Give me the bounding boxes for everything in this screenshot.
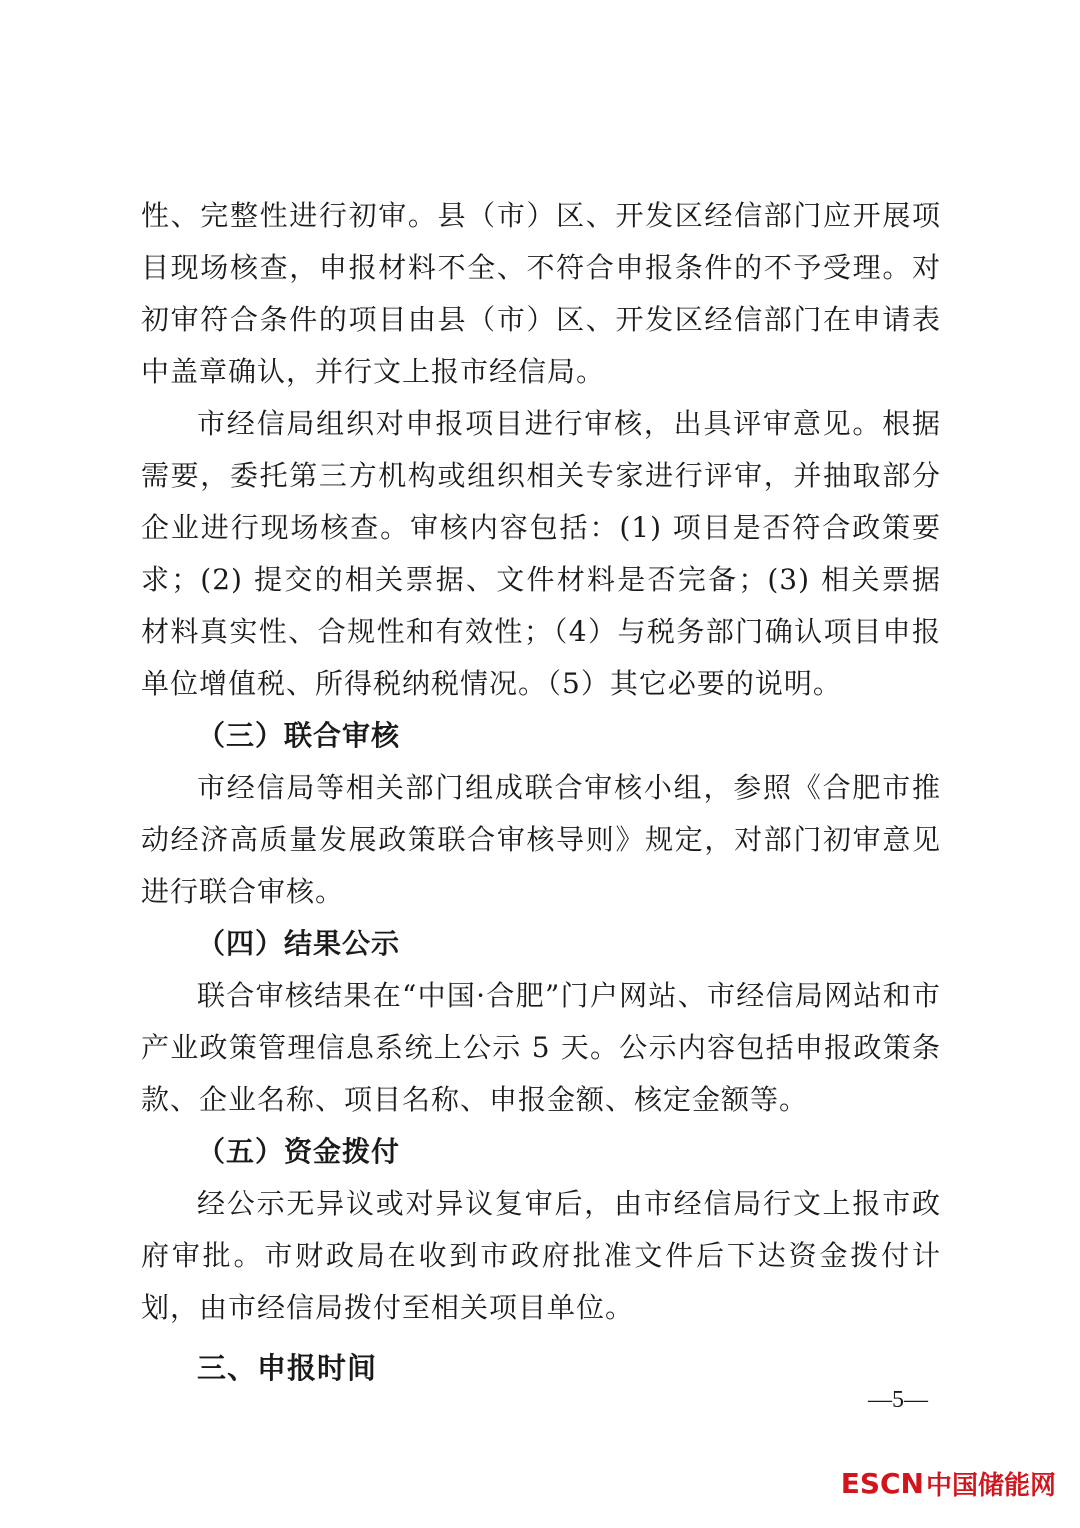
escn-watermark-logo [841, 1465, 1056, 1502]
paragraph-initial-review: 性、完整性进行初审。县（市）区、开发区经信部门应开展项目现场核查，申报材料不全、不符合申报条件的不予受理。对初审符合条件的项目由县（市）区、开发区经信部门在申请表中盖章确认，并行文上报市经信局。 [141, 199, 941, 388]
page-number: —5— [868, 1387, 928, 1413]
paragraph-joint-review: 市经信局等相关部门组成联合审核小组，参照《合肥市推动经济高质量发展政策联合审核导则》规定，对部门初审意见进行联合审核。 [141, 771, 941, 908]
section-heading-application-time: 三、申报时间 [197, 1351, 378, 1385]
document-body [141, 190, 941, 1396]
watermark-chinese: 中国储能网 [925, 1471, 1056, 1501]
subheading-joint-review: （三）联合审核 [197, 719, 401, 752]
subheading-publicity: （四）结果公示 [197, 927, 401, 960]
paragraph-publicity: 联合审核结果在“中国·合肥”门户网站、市经信局网站和市产业政策管理信息系统上公示 5 天。公示内容包括申报政策条款、企业名称、项目名称、申报金额、核定金额等。 [141, 979, 941, 1116]
watermark-latin: ESCN [840, 1467, 924, 1500]
paragraph-fund-disbursement: 经公示无异议或对异议复审后，由市经信局行文上报市政府审批。市财政局在收到市政府批准文件后下达资金拨付计划，由市经信局拨付至相关项目单位。 [141, 1187, 941, 1324]
subheading-fund-disbursement: （五）资金拨付 [197, 1135, 401, 1168]
paragraph-city-review: 市经信局组织对申报项目进行审核，出具评审意见。根据需要，委托第三方机构或组织相关专家进行评审，并抽取部分企业进行现场核查。审核内容包括：(1) 项目是否符合政策要求；(2) 提交的相关票据、文件材料是否完备；(3) 相关票据材料真实性、合规性和有效性；（4）与税务部门确认项目申报单位增值税、所得税纳税情况。（5）其它必要的说明。 [141, 407, 941, 700]
